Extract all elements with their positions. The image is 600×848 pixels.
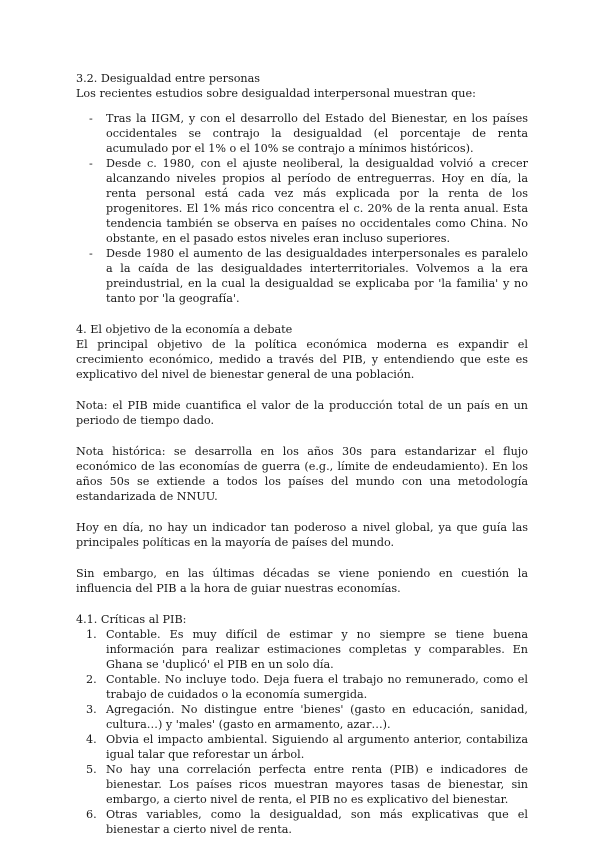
gdp-criticism-list [76, 627, 528, 837]
section-3-2-heading: 3.2. Desigualdad entre personas [76, 72, 261, 85]
item-number: 5. [86, 763, 97, 776]
section-3-2-intro: Los recientes estudios sobre desigualdad interpersonal muestran que: [76, 87, 476, 100]
historical-note-paragraph: Nota histórica: se desarrolla en los años 30s para estandarizar el flujo económico de las economías de guerra (e.g., límite de endeudamiento). En los años 50s se extiende a todos los países del mundo con una metodología estandarizada de NNUU. [76, 445, 528, 503]
section-4-paragraph-3: Sin embargo, en las últimas décadas se viene poniendo en cuestión la influencia del PIB a la hora de guiar nuestras economías. [76, 567, 528, 595]
inequality-bullet-list [76, 111, 528, 306]
section-4-paragraph-2: Hoy en día, no hay un indicador tan poderoso a nivel global, ya que guía las principales políticas en la mayoría de países del mundo. [76, 521, 528, 549]
section-4-1-heading: 4.1. Críticas al PIB: [76, 613, 187, 626]
list-item: - Desde c. 1980, con el ajuste neoliberal, la desigualdad volvió a crecer alcanzando niveles propios al período de entreguerras. Hoy en día, la renta personal está cada vez más explicada por la renta de los progenitores. El 1% más rico concentra el c. 20% de la renta anual. Esta tendencia también se observa en países no occidentales como China. No obstante, en el pasado estos niveles eran incluso superiores. [89, 157, 528, 245]
item-number: 3. [86, 703, 97, 716]
bullet-dash: - [89, 247, 93, 260]
list-item: 4. Obvia el impacto ambiental. Siguiendo al argumento anterior, contabiliza igual talar que reforestar un árbol. [86, 733, 528, 761]
document-page [76, 71, 528, 837]
item-number: 6. [86, 808, 97, 821]
item-number: 1. [86, 628, 97, 641]
list-item: 3. Agregación. No distingue entre 'bienes' (gasto en educación, sanidad, cultura…) y 'males' (gasto en armamento, azar…). [86, 703, 528, 731]
item-number: 2. [86, 673, 97, 686]
section-4-heading: 4. El objetivo de la economía a debate [76, 323, 293, 336]
list-item: 1. Contable. Es muy difícil de estimar y no siempre se tiene buena información para realizar estimaciones completas y comparables. En Ghana se 'duplicó' el PIB en un solo día. [86, 628, 528, 671]
section-4-paragraph-1: El principal objetivo de la política económica moderna es expandir el crecimiento económico, medido a través del PIB, y entendiendo que este es explicativo del nivel de bienestar general de una población. [76, 338, 528, 381]
item-number: 4. [86, 733, 97, 746]
note-paragraph: Nota: el PIB mide cuantifica el valor de la producción total de un país en un periodo de tiempo dado. [76, 399, 528, 427]
bullet-dash: - [89, 112, 93, 125]
bullet-dash: - [89, 157, 93, 170]
list-item: 5. No hay una correlación perfecta entre renta (PIB) e indicadores de bienestar. Los países ricos muestran mayores tasas de bienestar, sin embargo, a cierto nivel de renta, el PIB no es explicativo del bienestar. [86, 763, 528, 806]
list-item: 6. Otras variables, como la desigualdad, son más explicativas que el bienestar a cierto nivel de renta. [86, 808, 528, 836]
list-item: - Tras la IIGM, y con el desarrollo del Estado del Bienestar, en los países occidentales se contrajo la desigualdad (el porcentaje de renta acumulado por el 1% o el 10% se contrajo a mínimos históricos). [89, 112, 528, 155]
list-item: 2. Contable. No incluye todo. Deja fuera el trabajo no remunerado, como el trabajo de cuidados o la economía sumergida. [86, 673, 528, 701]
list-item: - Desde 1980 el aumento de las desigualdades interpersonales es paralelo a la caída de las desigualdades interterritoriales. Volvemos a la era preindustrial, en la cual la desigualdad se explicaba por 'la familia' y no tanto por 'la geografía'. [89, 247, 528, 305]
